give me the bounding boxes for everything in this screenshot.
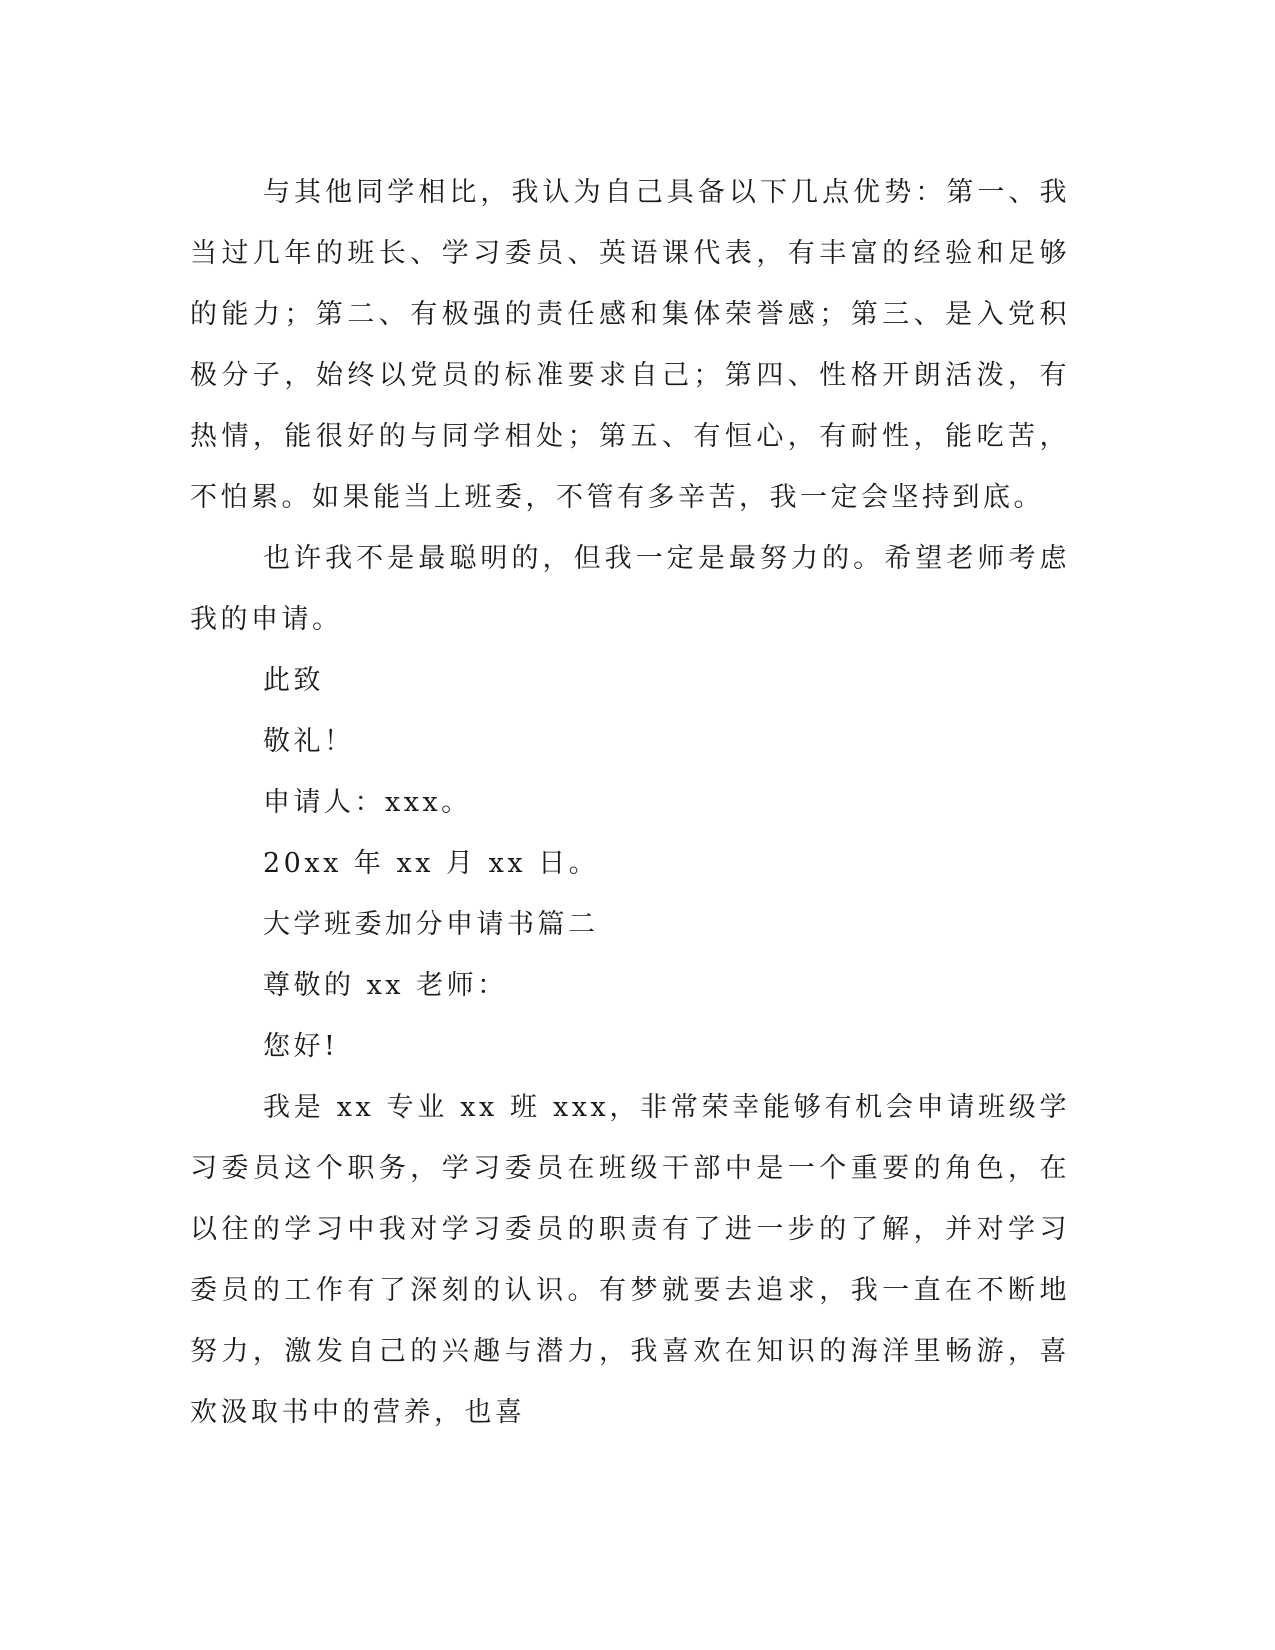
letter2-hello: 您好! (263, 1031, 339, 1062)
paragraph-request: 也许我不是最聪明的，但我一定是最努力的。希望老师考虑我的申请。 (190, 543, 1070, 635)
letter-date: 20xx 年 xx 月 xx 日。 (263, 848, 600, 879)
section-title: 大学班委加分申请书篇二 (263, 909, 599, 940)
letter2-body-paragraph: 我是 xx 专业 xx 班 xxx，非常荣幸能够有机会申请班级学习委员这个职务，学习委员在班级干部中是一个重要的角色，在以往的学习中我对学习委员的职责有了进一步的了解，并对学习委员的工作有了深刻的认识。有梦就要去追求，我一直在不断地努力，激发自己的兴趣与潜力，我喜欢在知识的海洋里畅游，喜欢汲取书中的营养，也喜 (190, 1092, 1070, 1428)
closing-salutation: 此致 (263, 665, 324, 696)
applicant-signature: 申请人：xxx。 (263, 787, 472, 818)
closing-regards: 敬礼！ (263, 726, 355, 757)
paragraph-advantages: 与其他同学相比，我认为自己具备以下几点优势：第一、我当过几年的班长、学习委员、英语课代表，有丰富的经验和足够的能力；第二、有极强的责任感和集体荣誉感；第三、是入党积极分子，始终以党员的标准要求自己；第四、性格开朗活泼，有热情，能很好的与同学相处；第五、有恒心，有耐性，能吃苦，不怕累。如果能当上班委，不管有多辛苦，我一定会坚持到底。 (190, 177, 1070, 513)
letter2-greeting: 尊敬的 xx 老师： (263, 970, 508, 1001)
document-body (190, 162, 1070, 1443)
